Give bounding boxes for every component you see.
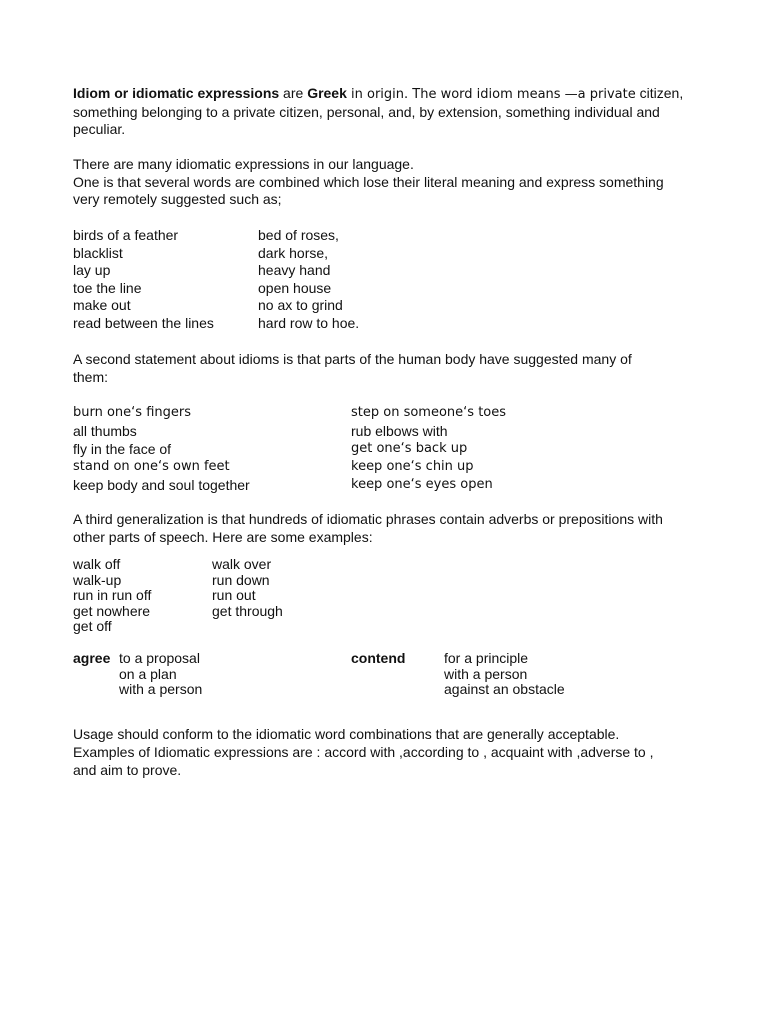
list-item: keep one‘s eyes open: [351, 477, 493, 492]
intro-paragraph: [73, 85, 693, 139]
list-item: birds of a feather: [73, 227, 179, 243]
list-item: all thumbs: [73, 423, 137, 439]
list-item: get off: [73, 618, 112, 634]
agree-word: agree: [73, 650, 111, 666]
idiom-list-2-right: [351, 404, 506, 494]
idiom-list-1-right: [258, 227, 359, 333]
list-item: step on someone‘s toes: [351, 405, 507, 420]
list-item: walk-up: [73, 571, 122, 588]
list-item: keep one‘s chin up: [351, 459, 474, 474]
agree-list: [119, 651, 202, 698]
para2-line2: One is that several words are combined which lose their literal meaning and express something very remotely suggested such as;: [73, 173, 664, 208]
idiom-list-3-left: [73, 557, 151, 635]
list-item: fly in the face of: [73, 441, 172, 457]
list-item: with a person: [119, 681, 203, 697]
list-item: open house: [258, 279, 332, 296]
intro-origin: in origin. The word idiom means —a private: [346, 87, 636, 102]
list-item: run down: [212, 571, 270, 588]
intro-rest: citizen, something belonging to a private citizen, personal, and, by extension, something individual and peculiar.: [73, 85, 684, 138]
idiom-term: Idiom or idiomatic expressions: [73, 85, 280, 101]
paragraph-human-body: A second statement about idioms is that parts of the human body have suggested many of them:: [73, 351, 632, 385]
list-item: run in run off: [73, 587, 152, 603]
list-item: stand on one‘s own feet: [73, 459, 230, 474]
agree-word-col: [73, 651, 110, 667]
list-item: toe the line: [73, 279, 142, 296]
paragraph-many-expressions: [73, 156, 693, 209]
list-item: run out: [212, 587, 256, 603]
list-item: bed of roses,: [258, 227, 339, 243]
list-item: walk off: [73, 556, 121, 572]
list-item: get one‘s back up: [351, 441, 468, 456]
list-item: lay up: [73, 262, 111, 279]
list-item: get through: [212, 602, 283, 619]
list-item: get nowhere: [73, 602, 151, 619]
paragraph-third-generalization: A third generalization is that hundreds of idiomatic phrases contain adverbs or prepositions with other parts of speech. Here are some examples:: [73, 511, 663, 545]
list-item: for a principle: [444, 650, 529, 666]
list-item: to a proposal: [119, 650, 200, 666]
contend-list: [444, 651, 565, 698]
idiom-list-1-left: [73, 227, 214, 333]
list-item: burn one‘s fingers: [73, 405, 192, 420]
list-item: rub elbows with: [351, 423, 448, 439]
list-item: keep body and soul together: [73, 477, 250, 493]
list-item: read between the lines: [73, 314, 214, 331]
contend-word-col: [351, 651, 405, 667]
list-item: blacklist: [73, 244, 123, 261]
greek-term: Greek: [307, 85, 347, 101]
list-item: hard row to hoe.: [258, 314, 360, 331]
idiom-list-2-left: [73, 404, 250, 494]
contend-word: contend: [351, 650, 406, 666]
list-item: walk over: [212, 556, 272, 572]
list-item: no ax to grind: [258, 297, 343, 314]
idiom-list-3-right: [212, 557, 283, 619]
list-item: on a plan: [119, 665, 177, 682]
list-item: against an obstacle: [444, 681, 565, 697]
list-item: with a person: [444, 665, 528, 682]
para2-line1: There are many idiomatic expressions in our language.: [73, 156, 414, 172]
list-item: dark horse,: [258, 244, 329, 261]
list-item: heavy hand: [258, 262, 331, 279]
list-item: make out: [73, 297, 131, 314]
paragraph-usage: Usage should conform to the idiomatic word combinations that are generally acceptable. Examples of Idiomatic expressions are : accord with ,according to , acquaint with ,adverse to , and aim to prove.: [73, 726, 654, 778]
intro-are: are: [279, 85, 308, 101]
